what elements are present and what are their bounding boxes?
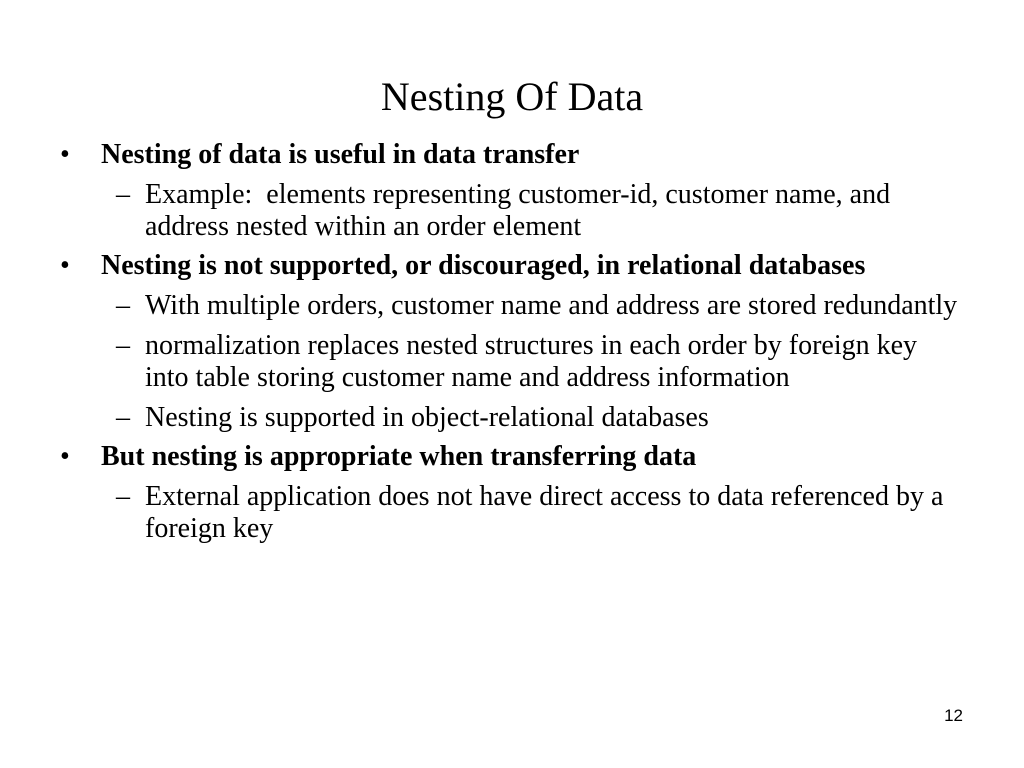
- sub-bullet-text: Example: elements representing customer-id, customer name, and address nested within an order element: [145, 179, 898, 242]
- bullet-text: Nesting is not supported, or discouraged, in relational databases: [101, 250, 866, 281]
- sub-bullet-text: normalization replaces nested structures in each order by foreign key into table storing customer name and address information: [145, 330, 918, 393]
- bullet-marker: •: [60, 250, 70, 281]
- bullet-marker: •: [60, 139, 70, 170]
- bullet-text: Nesting of data is useful in data transfer: [101, 139, 580, 170]
- sub-bullet-text: With multiple orders, customer name and address are stored redundantly: [145, 290, 958, 321]
- page-number: 12: [944, 706, 963, 725]
- dash-marker: –: [116, 330, 130, 361]
- dash-marker: –: [116, 481, 130, 512]
- sub-bullet-item: [60, 290, 960, 322]
- bullet-item: [60, 249, 960, 282]
- dash-marker: –: [116, 402, 130, 433]
- dash-marker: –: [116, 179, 130, 210]
- sub-bullet-item: [60, 481, 960, 545]
- sub-bullet-text: External application does not have direct access to data referenced by a foreign key: [145, 481, 944, 544]
- bullet-item: [60, 138, 960, 171]
- sub-bullet-text: Nesting is supported in object-relational databases: [145, 402, 709, 433]
- sub-bullet-item: [60, 179, 960, 243]
- slide-title: Nesting Of Data: [380, 74, 644, 119]
- bullet-text: But nesting is appropriate when transferring data: [101, 441, 697, 472]
- sub-bullet-item: [60, 402, 960, 434]
- sub-bullet-item: [60, 330, 960, 394]
- dash-marker: –: [116, 290, 130, 321]
- bullet-marker: •: [60, 441, 70, 472]
- bullet-item: [60, 440, 960, 473]
- slide-content: [60, 138, 960, 545]
